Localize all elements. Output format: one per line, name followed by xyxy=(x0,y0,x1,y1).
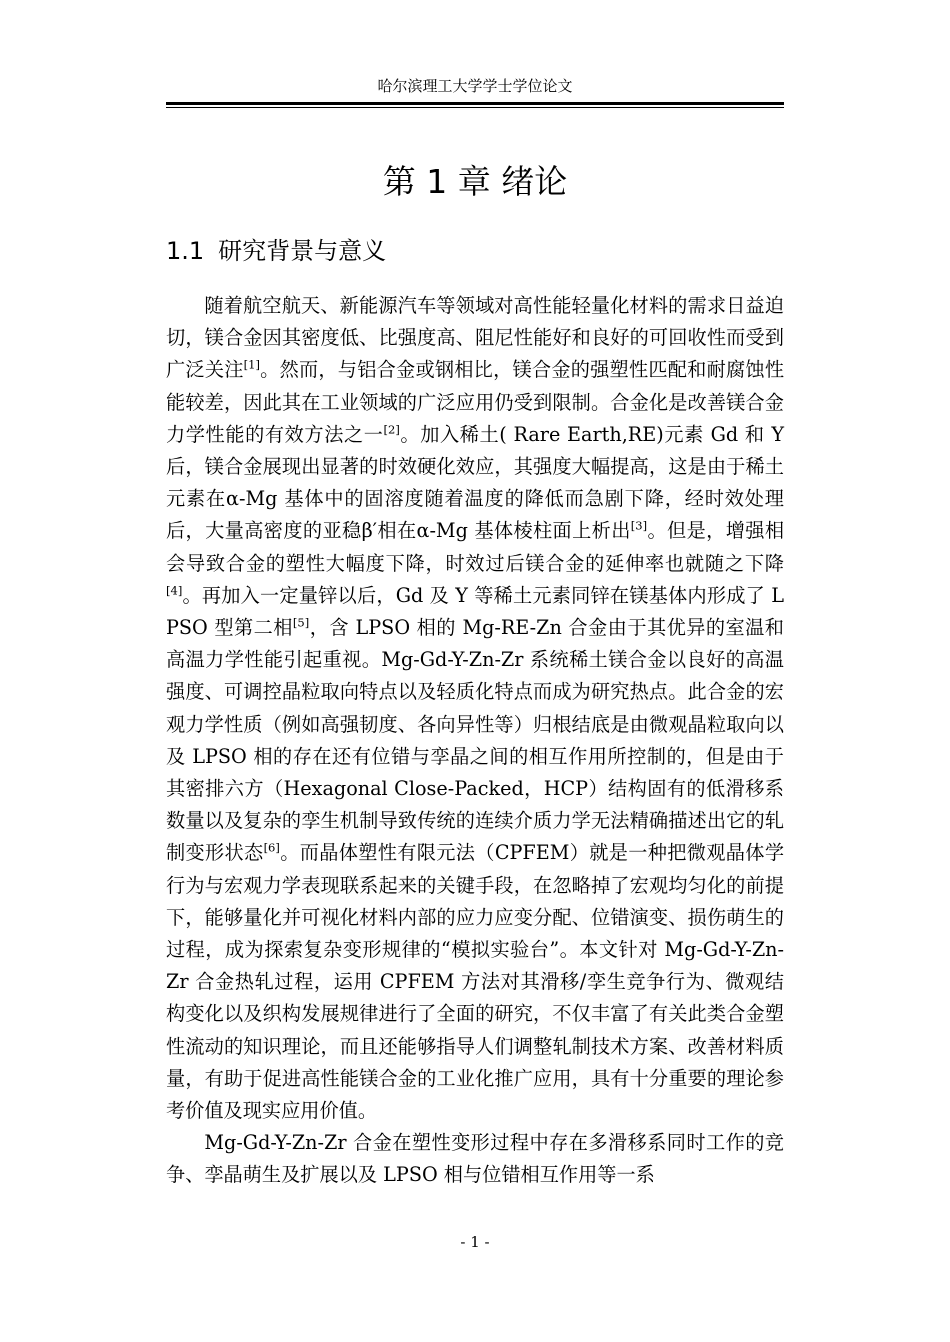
citation: [1] xyxy=(243,358,260,373)
section-title: 研究背景与意义 xyxy=(218,237,387,265)
page-number: - 1 - xyxy=(460,1233,490,1251)
text-segment: 。加入稀土( Rare Earth,RE)元素 Gd 和 Y 后，镁合金展现出显著的时效硬化效应，其强度大幅提高，这是由于稀土元素在α-Mg 基体中的固溶度随着温度的降低而急剧下降，经时效处理后，大量高密度的亚稳β′相在α-Mg 基体棱柱面上析出 xyxy=(166,422,784,543)
citation: [2] xyxy=(383,422,400,437)
text-segment: 。再加入一定量锌以后，Gd 及 Y 等稀土元素同锌在镁基体内形成了 LPSO 型第二相 xyxy=(166,583,784,640)
paragraph-1 xyxy=(166,290,784,1127)
citation: [4] xyxy=(166,583,183,598)
text-segment: 。但是，增强相会导致合金的塑性大幅度下降，时效过后镁合金的延伸率也就随之下降 xyxy=(166,519,785,575)
text-segment: ，含 LPSO 相的 Mg-RE-Zn 合金由于其优异的室温和高温力学性能引起重视。Mg-Gd-Y-Zn-Zr 系统稀土镁合金以良好的高温强度、可调控晶粒取向特点以及轻质化特点而成为研究热点。此合金的宏观力学性质（例如高强韧度、各向异性等）归根结底是由微观晶粒取向以及 LPSO 相的存在还有位错与孪晶之间的相互作用所控制的，但是由于其密排六方（Hexagonal Close-Packed，HCP）结构固有的低滑移系数量以及复杂的孪生机制导致传统的连续介质力学无法精确描述出它的轧制变形状态 xyxy=(166,616,784,865)
citation: [5] xyxy=(292,615,310,630)
text-segment: Mg-Gd-Y-Zn-Zr 合金在塑性变形过程中存在多滑移系同时工作的竞争、孪晶萌生及扩展以及 LPSO 相与位错相互作用等一系 xyxy=(166,1131,784,1187)
chapter-title: 第 1 章 绪论 xyxy=(382,162,568,201)
citation: [3] xyxy=(630,519,648,534)
citation: [6] xyxy=(263,841,280,856)
header-rule-thick xyxy=(166,102,784,105)
text-segment: 随着航空航天、新能源汽车等领域对高性能轻量化材料的需求日益迫切，镁合金因其密度低、比强度高、阻尼性能好和良好的可回收性而受到广泛关注 xyxy=(166,294,784,382)
body-text xyxy=(166,290,784,1192)
text-segment: 。然而，与铝合金或钢相比，镁合金的强塑性匹配和耐腐蚀性能较差，因此其在工业领域的广泛应用仍受到限制。合金化是改善镁合金力学性能的有效方法之一 xyxy=(166,358,785,446)
running-header: 哈尔滨理工大学学士学位论文 xyxy=(377,77,573,95)
section-heading xyxy=(166,234,784,268)
text-segment: 。而晶体塑性有限元法（CPFEM）就是一种把微观晶体学行为与宏观力学表现联系起来的关键手段，在忽略掉了宏观均匀化的前提下，能够量化并可视化材料内部的应力应变分配、位错演变、损伤萌生的过程，成为探索复杂变形规律的“模拟实验台”。本文针对 Mg-Gd-Y-Zn-Zr 合金热轧过程，运用 CPFEM 方法对其滑移/孪生竞争行为、微观结构变化以及织构发展规律进行了全面的研究，不仅丰富了有关此类合金塑性流动的知识理论，而且还能够指导人们调整轧制技术方案、改善材料质量，有助于促进高性能镁合金的工业化推广应用，具有十分重要的理论参考价值及现实应用价值。 xyxy=(166,841,785,1123)
section-number: 1.1 xyxy=(166,237,205,265)
paragraph-2 xyxy=(166,1127,784,1191)
header-rule-thin xyxy=(166,107,784,108)
